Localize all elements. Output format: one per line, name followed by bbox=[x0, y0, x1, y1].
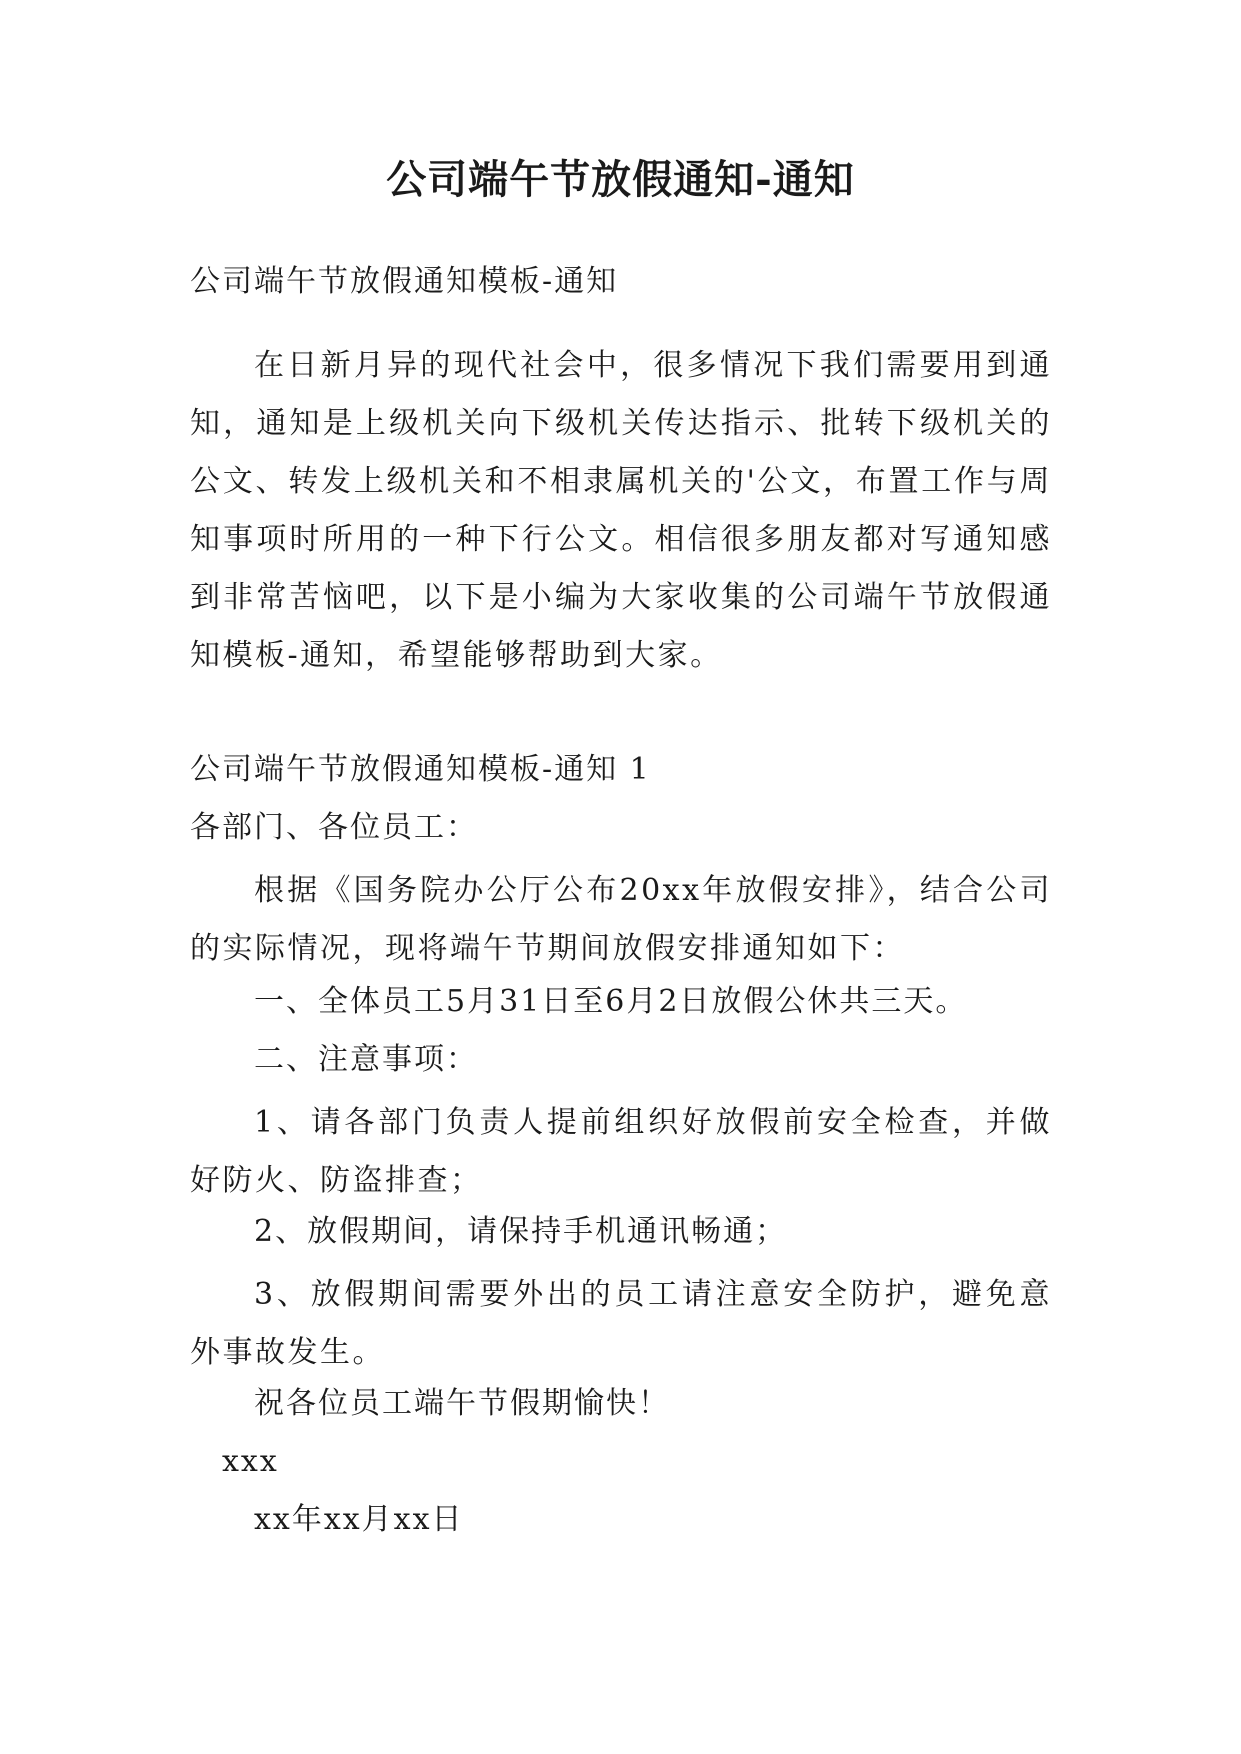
document-title: 公司端午节放假通知-通知 bbox=[386, 156, 855, 203]
document-subtitle: 公司端午节放假通知模板-通知 bbox=[190, 264, 619, 299]
note-3: 3、放假期间需要外出的员工请注意安全防护，避免意外事故发生。 bbox=[190, 1277, 1052, 1370]
item-two-heading: 二、注意事项： bbox=[254, 1042, 478, 1077]
intro-paragraph: 在日新月异的现代社会中，很多情况下我们需要用到通知，通知是上级机关向下级机关传达指示、批转下级机关的公文、转发上级机关和不相隶属机关的'公文，布置工作与周知事项时所用的一种下行公文。相信很多朋友都对写通知感到非常苦恼吧，以下是小编为大家收集的公司端午节放假通知模板-通知，希望能够帮助到大家。 bbox=[190, 348, 1052, 673]
template-heading: 公司端午节放假通知模板-通知 1 bbox=[190, 752, 651, 787]
signature: xxx bbox=[222, 1444, 279, 1479]
date: xx年xx月xx日 bbox=[254, 1502, 464, 1537]
item-one: 一、全体员工5月31日至6月2日放假公休共三天。 bbox=[254, 984, 968, 1019]
salutation: 各部门、各位员工： bbox=[190, 810, 478, 845]
note-2: 2、放假期间，请保持手机通讯畅通； bbox=[254, 1214, 788, 1249]
basis-paragraph: 根据《国务院办公厅公布20xx年放假安排》，结合公司的实际情况，现将端午节期间放假安排通知如下： bbox=[190, 873, 1052, 966]
note-1: 1、请各部门负责人提前组织好放假前安全检查，并做好防火、防盗排查； bbox=[190, 1105, 1052, 1198]
wishes: 祝各位员工端午节假期愉快！ bbox=[254, 1386, 670, 1421]
